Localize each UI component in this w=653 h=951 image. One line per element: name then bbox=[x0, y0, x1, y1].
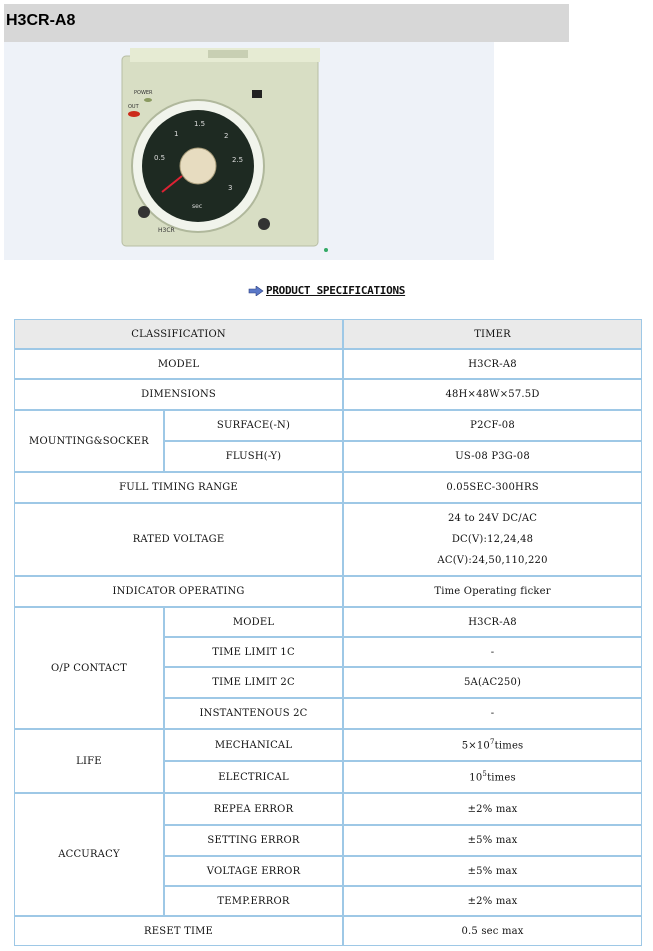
dial-unit: sec bbox=[192, 203, 203, 210]
row-label: MODEL bbox=[164, 607, 343, 637]
product-photo bbox=[118, 46, 328, 252]
row-label: RESET TIME bbox=[14, 916, 343, 946]
row-label: SETTING ERROR bbox=[164, 825, 343, 856]
row-label: VOLTAGE ERROR bbox=[164, 856, 343, 886]
row-value: ±2% max bbox=[343, 793, 642, 825]
header-cell: CLASSIFICATION bbox=[14, 319, 343, 349]
dial-number: 2.5 bbox=[232, 156, 244, 164]
row-value bbox=[343, 729, 642, 761]
screw-icon bbox=[138, 206, 150, 218]
dial-number: 2 bbox=[224, 132, 229, 140]
row-value: ±2% max bbox=[343, 886, 642, 916]
out-led-icon bbox=[128, 111, 140, 117]
row-label: REPEA ERROR bbox=[164, 793, 343, 825]
row-label: TEMP.ERROR bbox=[164, 886, 343, 916]
power-led-icon bbox=[144, 98, 152, 102]
dial-number: 1 bbox=[174, 130, 179, 138]
header-cell: TIMER bbox=[343, 319, 642, 349]
table-row bbox=[14, 576, 642, 607]
elec-exponent: 5 bbox=[482, 770, 488, 779]
voltage-line: AC(V):24,50,110,220 bbox=[437, 555, 548, 566]
page-title: H3CR-A8 bbox=[6, 12, 76, 29]
row-label: DIMENSIONS bbox=[14, 379, 343, 410]
group-label: O/P CONTACT bbox=[14, 607, 164, 729]
table-row bbox=[14, 410, 642, 441]
table-row bbox=[14, 503, 642, 576]
table-row bbox=[14, 349, 642, 379]
group-label: ACCURACY bbox=[14, 793, 164, 916]
row-value: 5A(AC250) bbox=[343, 667, 642, 698]
row-value: - bbox=[343, 637, 642, 667]
voltage-line: 24 to 24V DC/AC bbox=[447, 513, 538, 524]
mech-exponent: 7 bbox=[489, 738, 495, 747]
spec-heading bbox=[248, 284, 405, 297]
row-value: 0.05SEC-300HRS bbox=[343, 472, 642, 503]
table-row bbox=[14, 729, 642, 761]
dial-number: 0.5 bbox=[154, 154, 166, 162]
row-label: FULL TIMING RANGE bbox=[14, 472, 343, 503]
row-value: 0.5 sec max bbox=[343, 916, 642, 946]
out-label: OUT bbox=[128, 104, 139, 110]
title-bar bbox=[4, 4, 569, 42]
table-header-row bbox=[14, 319, 642, 349]
table-row bbox=[14, 916, 642, 946]
arrow-right-icon bbox=[248, 286, 264, 296]
row-label: FLUSH(-Y) bbox=[164, 441, 343, 472]
row-label: INDICATOR OPERATING bbox=[14, 576, 343, 607]
row-value: 48H×48W×57.5D bbox=[343, 379, 642, 410]
spec-heading-text: PRODUCT SPECIFICATIONS bbox=[266, 284, 406, 297]
row-label: MODEL bbox=[14, 349, 343, 379]
row-label: SURFACE(-N) bbox=[164, 410, 343, 441]
row-value: P2CF-08 bbox=[343, 410, 642, 441]
row-value bbox=[343, 503, 642, 576]
row-value: H3CR-A8 bbox=[343, 349, 642, 379]
row-label: INSTANTENOUS 2C bbox=[164, 698, 343, 729]
mech-unit: times bbox=[494, 740, 524, 752]
row-label: RATED VOLTAGE bbox=[14, 503, 343, 576]
elec-unit: times bbox=[487, 772, 516, 784]
dial-number: 3 bbox=[228, 184, 233, 192]
mech-base: 5×10 bbox=[461, 740, 490, 752]
screw-icon bbox=[258, 218, 270, 230]
row-label: TIME LIMIT 1C bbox=[164, 637, 343, 667]
dial-knob[interactable] bbox=[180, 148, 216, 184]
row-label: MECHANICAL bbox=[164, 729, 343, 761]
row-value: ±5% max bbox=[343, 856, 642, 886]
row-label: ELECTRICAL bbox=[164, 761, 343, 793]
row-value: Time Operating ficker bbox=[343, 576, 642, 607]
table-row bbox=[14, 472, 642, 503]
table-row bbox=[14, 379, 642, 410]
row-value: ±5% max bbox=[343, 825, 642, 856]
group-label: MOUNTING&SOCKER bbox=[14, 410, 164, 472]
row-value: H3CR-A8 bbox=[343, 607, 642, 637]
group-label: LIFE bbox=[14, 729, 164, 793]
table-row bbox=[14, 793, 642, 825]
elec-base: 10 bbox=[469, 772, 483, 784]
power-label: POWER bbox=[134, 90, 153, 96]
row-value: US-08 P3G-08 bbox=[343, 441, 642, 472]
spec-table bbox=[14, 319, 642, 946]
brand-label: H3CR bbox=[158, 227, 175, 234]
voltage-line: DC(V):12,24,48 bbox=[451, 534, 534, 545]
row-label: TIME LIMIT 2C bbox=[164, 667, 343, 698]
dial-number: 1.5 bbox=[194, 120, 206, 128]
row-value: - bbox=[343, 698, 642, 729]
row-value bbox=[343, 761, 642, 793]
table-row bbox=[14, 607, 642, 637]
